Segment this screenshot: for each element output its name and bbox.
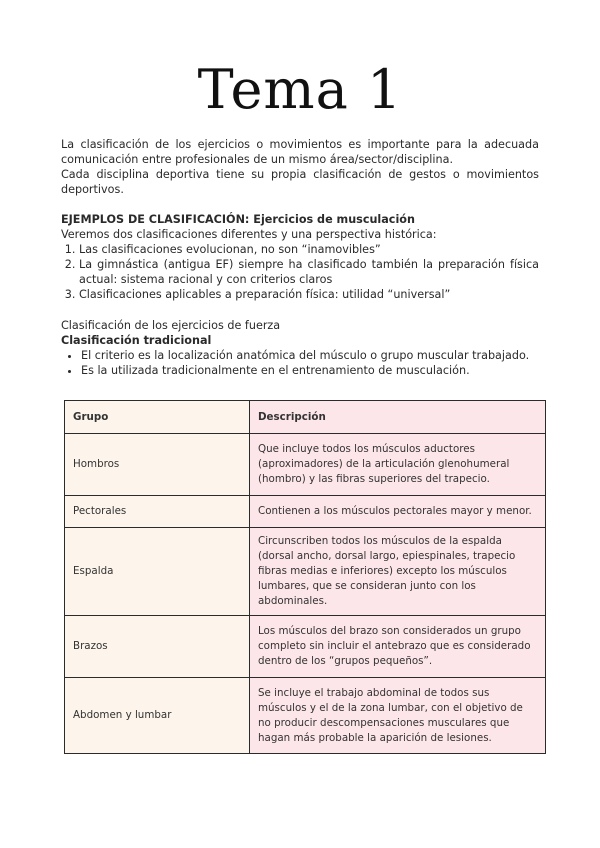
cell-description: Circunscriben todos los músculos de la espalda (dorsal ancho, dorsal largo, epiespinales, trapecio fibras medias e inferiores) excepto los músculos lumbares, que se consideran junto con los abdominales.: [250, 528, 546, 616]
list-item: • Es la utilizada tradicionalmente en el entrenamiento de musculación.: [81, 363, 539, 378]
table-row: [65, 616, 546, 678]
list-item: 3. Clasificaciones aplicables a preparación física: utilidad “universal”: [79, 287, 539, 302]
examples-list: [61, 242, 539, 302]
table-row: [65, 496, 546, 528]
cell-group: Brazos: [65, 616, 250, 678]
cell-description: Que incluye todos los músculos aductores (aproximadores) de la articulación glenohumeral (hombro) y las fibras superiores del trapecio.: [250, 434, 546, 496]
strength-section: [61, 318, 539, 378]
intro-paragraph-2: Cada disciplina deportiva tiene su propia clasificación de gestos o movimientos deportivos.: [61, 168, 539, 196]
list-item: 2. La gimnástica (antigua EF) siempre ha clasificado también la preparación física actual: sistema racional y con criterios claros: [79, 257, 539, 287]
cell-group: Hombros: [65, 434, 250, 496]
header-descripcion: Descripción: [250, 401, 546, 434]
page-title: Tema 1: [197, 58, 403, 121]
list-item: • El criterio es la localización anatómica del músculo o grupo muscular trabajado.: [81, 348, 539, 363]
intro-paragraph-1: La clasificación de los ejercicios o movimientos es importante para la adecuada comunicación entre profesionales de un mismo área/sector/disciplina.: [61, 138, 539, 166]
examples-section: [61, 212, 539, 302]
cell-description: Los músculos del brazo son considerados un grupo completo sin incluir el antebrazo que es considerado dentro de los “grupos pequeños”.: [250, 616, 546, 678]
cell-description: Se incluye el trabajo abdominal de todos sus músculos y el de la zona lumbar, con el objetivo de no producir descompensaciones musculares que hagan más probable la aparición de lesiones.: [250, 678, 546, 754]
table-row: [65, 528, 546, 616]
list-item: 1. Las clasificaciones evolucionan, no son “inamovibles”: [79, 242, 539, 257]
cell-description: Contienen a los músculos pectorales mayor y menor.: [250, 496, 546, 528]
intro-section: [61, 137, 539, 197]
cell-group: Abdomen y lumbar: [65, 678, 250, 754]
strength-heading: Clasificación tradicional: [61, 334, 212, 347]
table-row: [65, 678, 546, 754]
cell-group: Espalda: [65, 528, 250, 616]
header-grupo: Grupo: [65, 401, 250, 434]
examples-heading: EJEMPLOS DE CLASIFICACIÓN: Ejercicios de musculación: [61, 213, 415, 226]
strength-bullets: [61, 348, 539, 378]
examples-lead: Veremos dos clasificaciones diferentes y una perspectiva histórica:: [61, 228, 437, 241]
muscle-groups-table: [64, 400, 546, 754]
strength-subtitle: Clasificación de los ejercicios de fuerza: [61, 319, 281, 332]
table-header-row: [65, 401, 546, 434]
cell-group: Pectorales: [65, 496, 250, 528]
table-row: [65, 434, 546, 496]
